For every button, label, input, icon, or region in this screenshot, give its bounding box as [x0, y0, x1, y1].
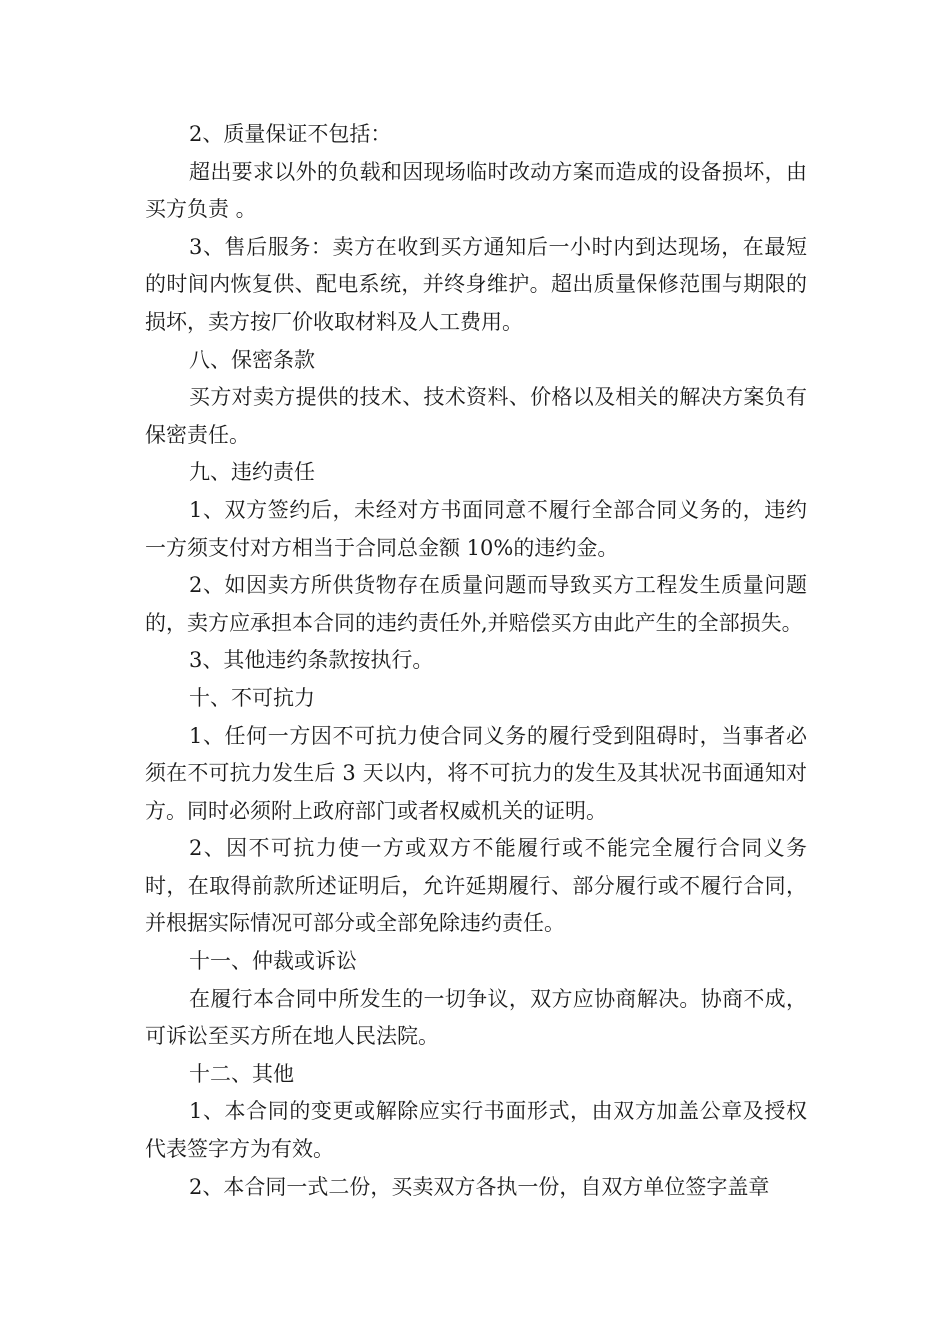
section-heading-arbitration: 十一、仲裁或诉讼: [189, 949, 357, 974]
clause-force-majeure-1: 1、任何一方因不可抗力使合同义务的履行受到阻碍时，当事者必须在不可抗力发生后 3 天以内，将不可抗力的发生及其状况书面通知对方。同时必须附上政府部门或者权威机关的证明。: [145, 723, 807, 823]
clause-other-2: 2、本合同一式二份，买卖双方各执一份，自双方单位签字盖章: [189, 1174, 770, 1199]
clause-after-sales-service: 3、售后服务：卖方在收到买方通知后一小时内到达现场，在最短的时间内恢复供、配电系统，并终身维护。超出质量保修范围与期限的损坏，卖方按厂价收取材料及人工费用。: [145, 234, 807, 334]
clause-breach-1: 1、双方签约后，未经对方书面同意不履行全部合同义务的，违约一方须支付对方相当于合同总金额 10%的违约金。: [145, 497, 807, 560]
clause-quality-exclusions-text: 超出要求以外的负载和因现场临时改动方案而造成的设备损坏，由买方负责 。: [145, 159, 807, 222]
clause-force-majeure-2: 2、因不可抗力使一方或双方不能履行或不能完全履行合同义务时，在取得前款所述证明后，允许延期履行、部分履行或不履行合同，并根据实际情况可部分或全部免除违约责任。: [145, 836, 807, 936]
clause-confidentiality-text: 买方对卖方提供的技术、技术资料、价格以及相关的解决方案负有保密责任。: [145, 385, 807, 447]
clause-arbitration-text: 在履行本合同中所发生的一切争议，双方应协商解决。协商不成，可诉讼至买方所在地人民法院。: [145, 986, 807, 1049]
clause-other-1: 1、本合同的变更或解除应实行书面形式，由双方加盖公章及授权代表签字方为有效。: [145, 1099, 807, 1162]
section-heading-confidentiality: 八、保密条款: [189, 347, 315, 372]
section-heading-force-majeure: 十、不可抗力: [189, 685, 315, 710]
section-heading-breach-liability: 九、违约责任: [189, 460, 315, 485]
clause-breach-3: 3、其他违约条款按执行。: [189, 648, 434, 673]
section-heading-other: 十二、其他: [189, 1061, 294, 1086]
clause-quality-exclusions-heading: 2、质量保证不包括：: [189, 122, 392, 146]
document-page: [145, 116, 807, 1206]
clause-breach-2: 2、如因卖方所供货物存在质量问题而导致买方工程发生质量问题的，卖方应承担本合同的违约责任外,并赔偿买方由此产生的全部损失。: [145, 573, 807, 635]
